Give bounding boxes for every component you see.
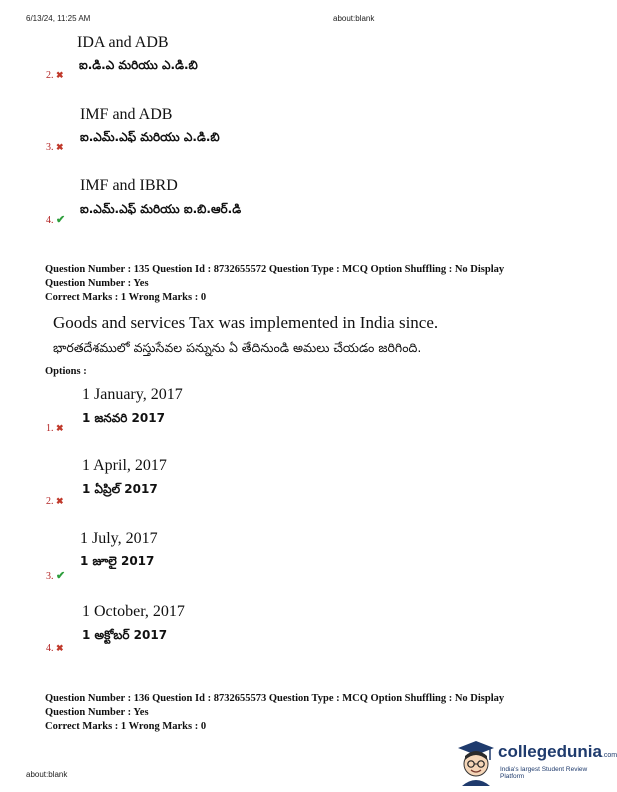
collegedunia-logo [452,738,617,790]
option-3-telugu: ఐ.ఎమ్.ఎఫ్ మరియు ఎ.డి.బి [80,130,220,144]
q135-option-2-english: 1 April, 2017 [82,457,167,474]
option-2-english: IDA and ADB [77,34,169,51]
q135-meta-line1: Question Number : 135 Question Id : 8732655572 Question Type : MCQ Option Shuffling : No Display [45,264,505,275]
q135-option-4-english: 1 October, 2017 [82,603,185,620]
option-2-number [46,70,64,81]
q135-meta-line3: Correct Marks : 1 Wrong Marks : 0 [45,292,207,303]
cross-icon: ✖ [56,70,64,80]
option-number-label: 4. [46,643,54,654]
logo-name: collegedunia [498,742,602,761]
option-number-label: 3. [46,571,54,582]
print-timestamp: 6/13/24, 11:25 AM [26,14,91,23]
options-label: Options : [45,366,87,377]
logo-tagline: India's largest Student Review Platform [500,766,588,780]
q135-option-4-number [46,643,64,654]
cross-icon: ✖ [56,643,64,653]
q135-option-2-telugu: 1 ఏప్రిల్ 2017 [82,482,158,496]
footer-url: about:blank [26,770,68,779]
option-4-telugu: ఐ.ఎమ్.ఎఫ్ మరియు ఐ.బి.ఆర్.డి [80,202,242,216]
option-3-number [46,142,64,153]
cross-icon: ✖ [56,496,64,506]
option-2-telugu: ఐ.డి.ఎ మరియు ఎ.డి.బి [79,58,198,72]
q135-option-4-telugu: 1 అక్టోబర్ 2017 [82,628,168,642]
option-3-english: IMF and ADB [80,106,173,123]
option-number-label: 2. [46,496,54,507]
option-number-label: 1. [46,423,54,434]
option-number-label: 2. [46,70,54,81]
option-number-label: 3. [46,142,54,153]
q136-meta-line1: Question Number : 136 Question Id : 8732655573 Question Type : MCQ Option Shuffling : No Display [45,693,505,704]
option-4-english: IMF and IBRD [80,177,178,194]
logo-suffix: .com [601,752,617,759]
q135-option-1-number [46,423,64,434]
cross-icon: ✖ [56,142,64,152]
cross-icon: ✖ [56,423,64,433]
option-4-number [46,213,65,226]
logo-wordmark [498,742,617,762]
q135-option-1-english: 1 January, 2017 [82,386,183,403]
check-icon: ✔ [56,214,66,226]
q135-option-1-telugu: 1 జనవరి 2017 [82,411,165,425]
q135-option-2-number [46,496,64,507]
option-number-label: 4. [46,215,54,226]
print-url: about:blank [333,14,375,23]
q135-option-3-number [46,569,65,582]
mascot-icon [454,738,498,786]
q135-meta-line2: Question Number : Yes [45,278,149,289]
check-icon: ✔ [56,570,66,582]
q135-option-3-telugu: 1 జూలై 2017 [80,554,155,568]
q135-text-telugu: భారతదేశములో వస్తుసేవల పన్నును ఏ తేదినుండి అమలు చేయడం జరిగింది. [53,340,422,355]
q135-text-english: Goods and services Tax was implemented in India since. [53,313,439,332]
q136-meta-line3: Correct Marks : 1 Wrong Marks : 0 [45,721,207,732]
q136-meta-line2: Question Number : Yes [45,707,149,718]
q135-option-3-english: 1 July, 2017 [80,530,158,547]
